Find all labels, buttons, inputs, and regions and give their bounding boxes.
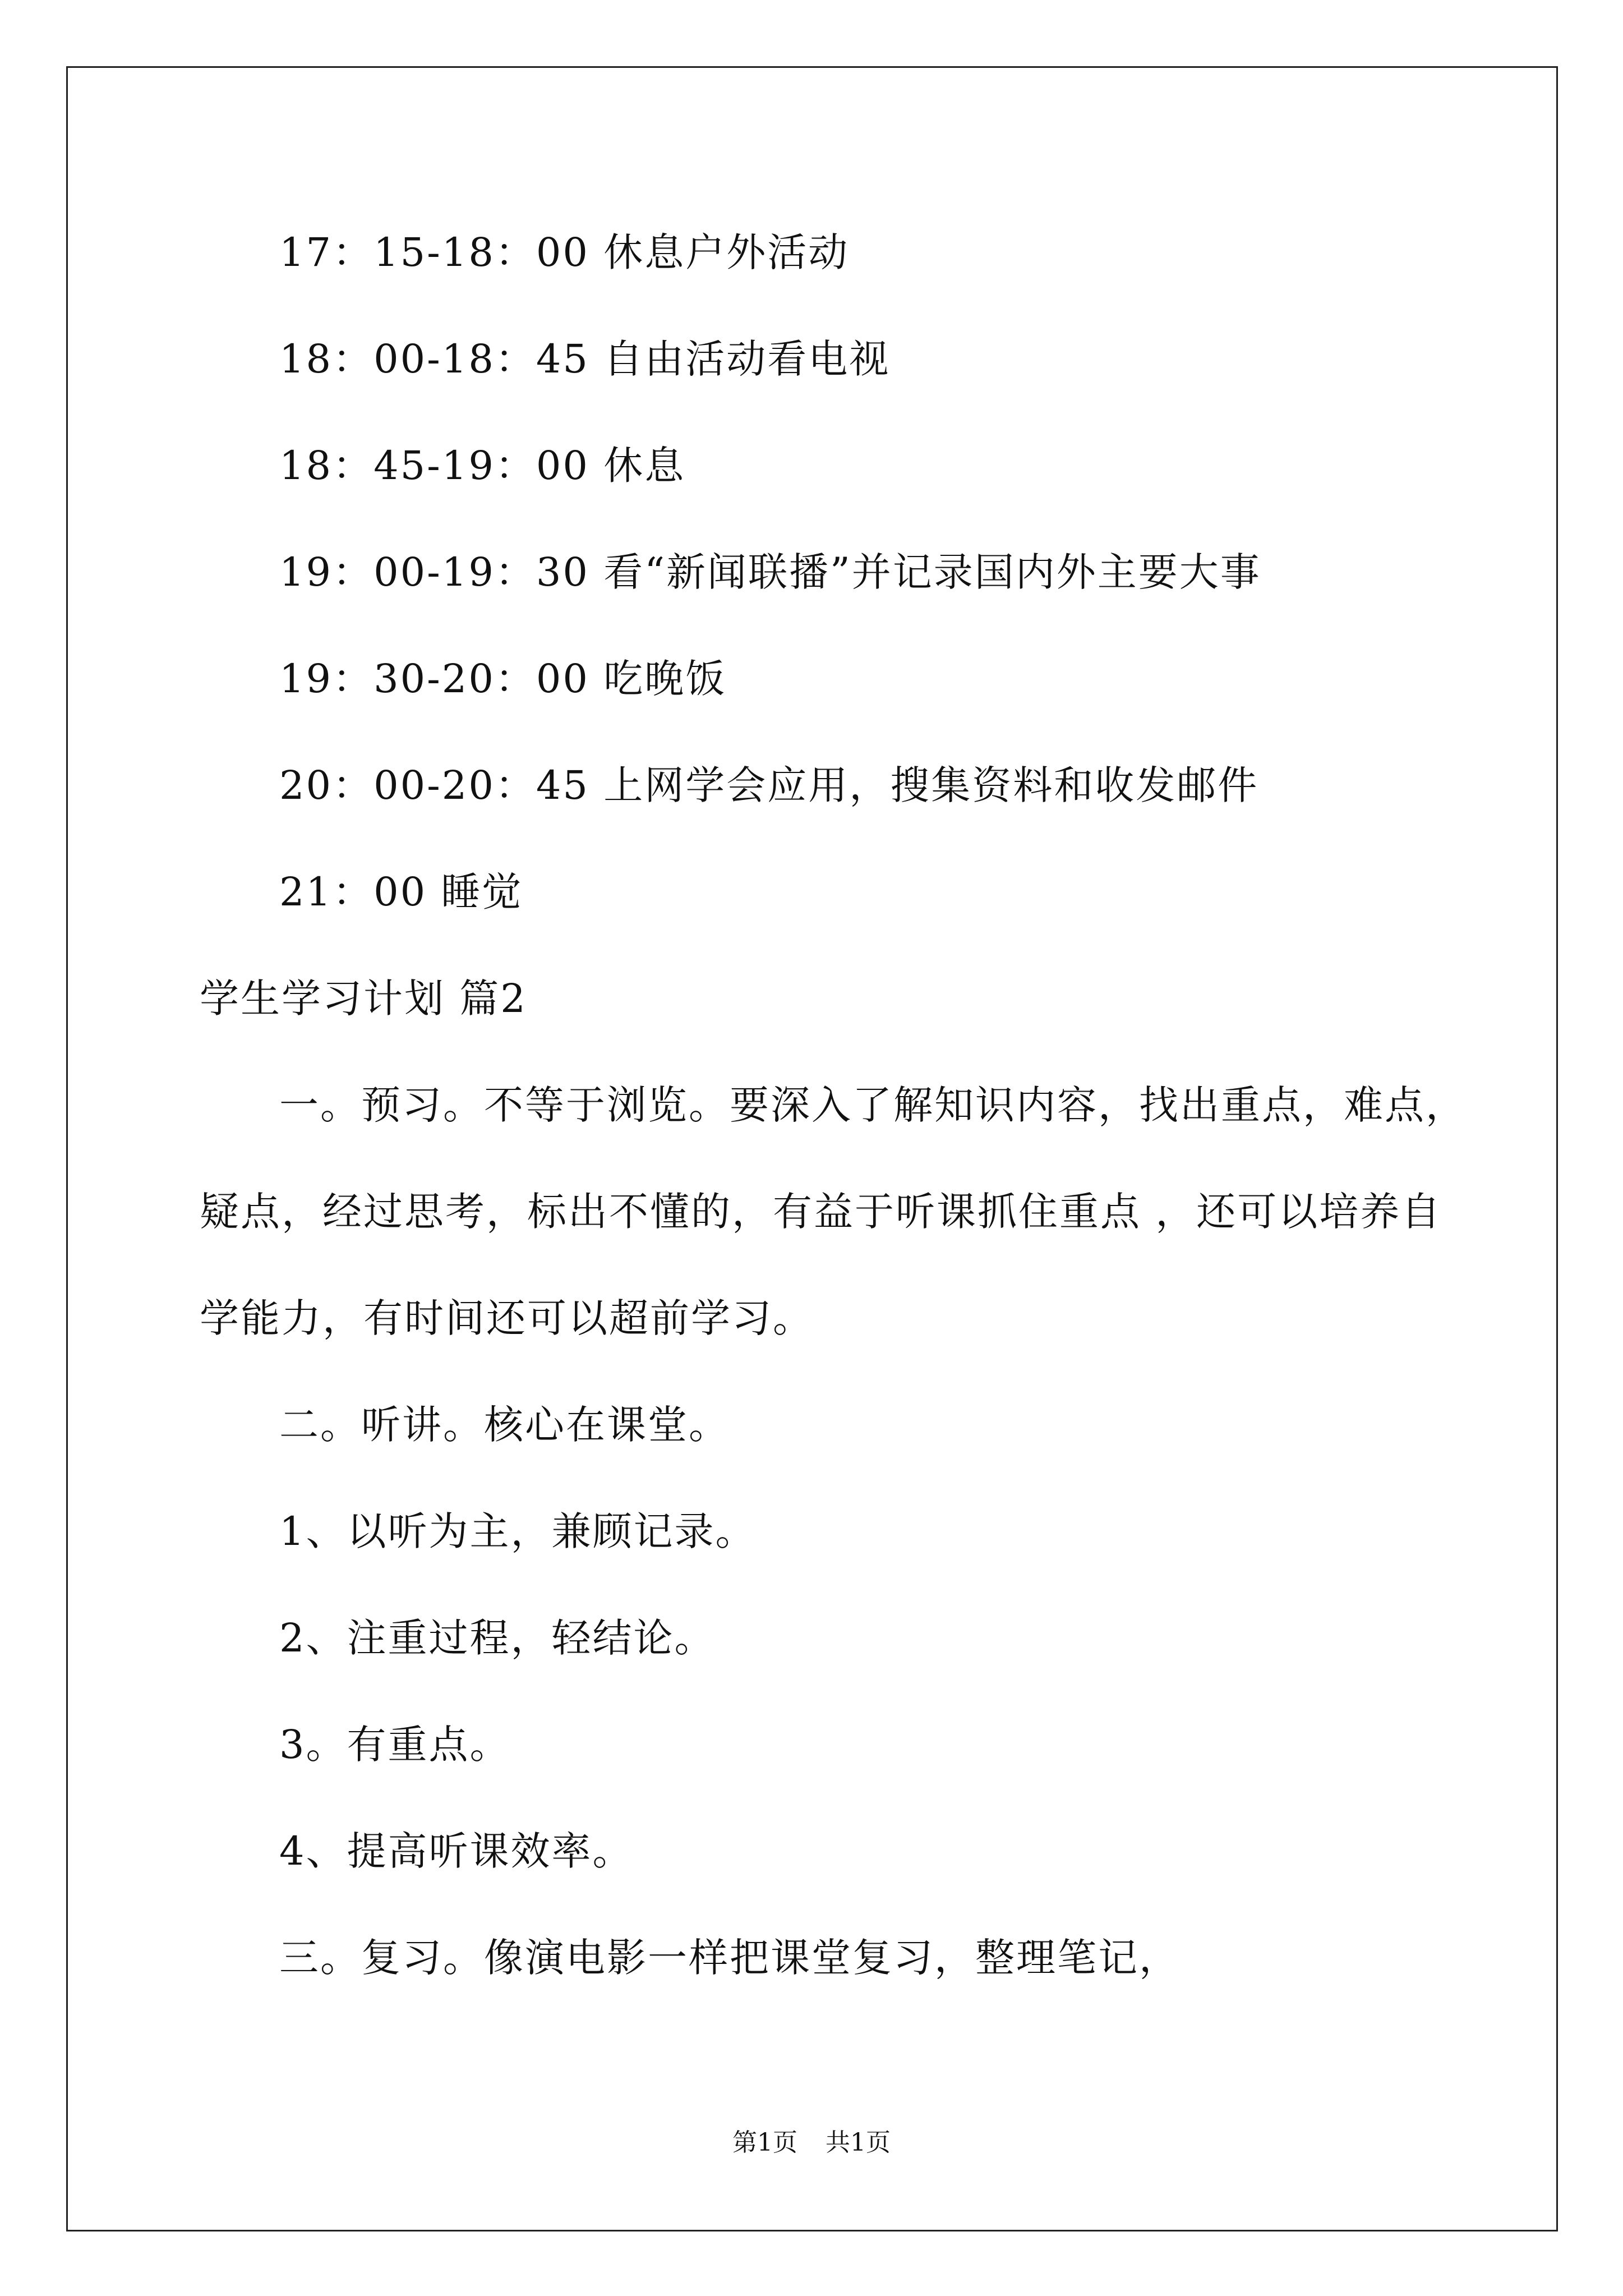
page-frame — [66, 66, 1558, 2231]
preview-paragraph-line: 学能力，有时间还可以超前学习。 — [200, 1295, 814, 1341]
schedule-item: 18：00-18：45 自由活动看电视 — [279, 336, 891, 382]
schedule-item: 19：00-19：30 看“新闻联播”并记录国内外主要大事 — [279, 549, 1261, 595]
preview-paragraph-line: 疑点，经过思考，标出不懂的，有益于听课抓住重点 ，还可以培养自 — [200, 1189, 1442, 1235]
schedule-item: 21：00 睡觉 — [279, 869, 523, 915]
preview-paragraph-line: 一。预习。不等于浏览。要深入了解知识内容，找出重点，难点， — [279, 1082, 1467, 1128]
lecture-item: 1、以听为主，兼顾记录。 — [279, 1508, 757, 1554]
page-footer — [0, 2128, 1623, 2157]
lecture-item: 4、提高听课效率。 — [279, 1828, 634, 1874]
section-heading: 学生学习计划 篇2 — [200, 976, 527, 1022]
lecture-item: 2、注重过程，轻结论。 — [279, 1615, 716, 1661]
page-number: 第1页 — [732, 2128, 797, 2157]
schedule-item: 17：15-18：00 休息户外活动 — [279, 229, 850, 275]
schedule-item: 18：45-19：00 休息 — [279, 443, 686, 489]
lecture-item: 3。有重点。 — [279, 1722, 511, 1768]
lecture-heading: 二。听讲。核心在课堂。 — [279, 1402, 730, 1448]
review-paragraph-line: 三。复习。像演电影一样把课堂复习，整理笔记， — [279, 1935, 1180, 1981]
schedule-item: 19：30-20：00 吃晚饭 — [279, 656, 727, 702]
page-total: 共1页 — [826, 2128, 891, 2157]
schedule-item: 20：00-20：45 上网学会应用，搜集资料和收发邮件 — [279, 762, 1259, 808]
